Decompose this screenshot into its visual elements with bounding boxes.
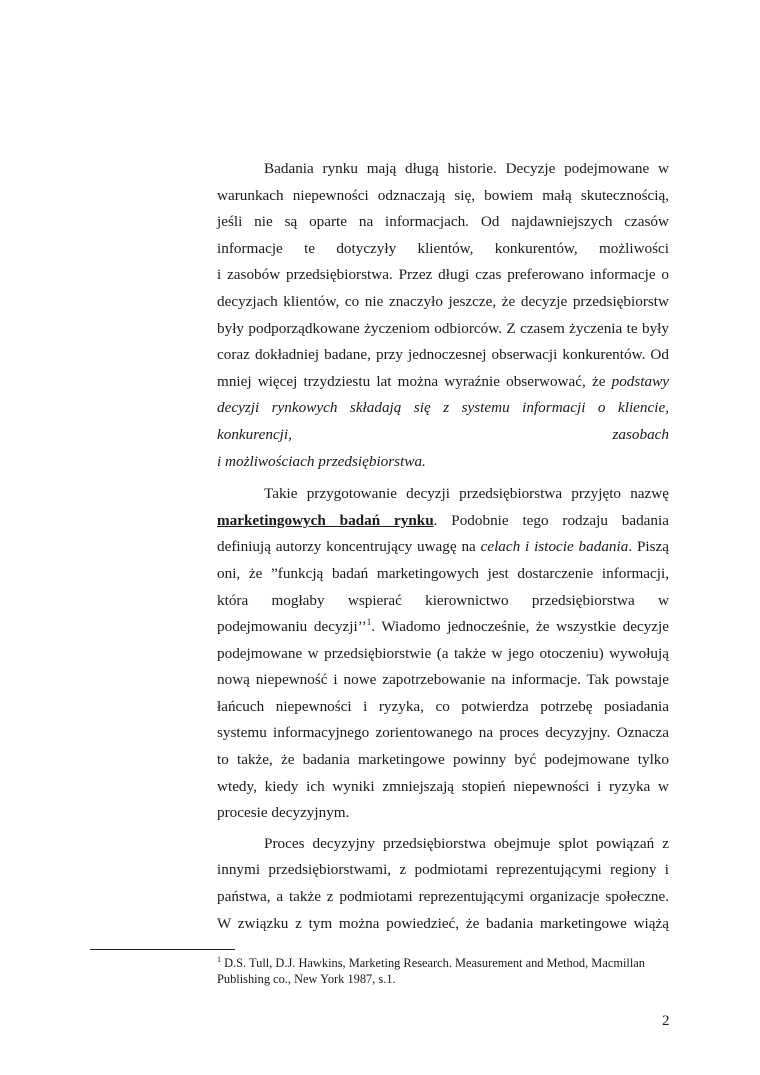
- p2-line: łańcuch niepewności i ryzyka, co potwierdza potrzebę posiadania: [217, 697, 669, 715]
- p2-line: wtedy, kiedy ich wyniki zmniejszają stopień niepewności i ryzyka w: [217, 777, 669, 795]
- paragraph-2: [217, 481, 669, 827]
- p2-italic: celach i istocie badania: [480, 538, 629, 556]
- p1-line: warunkach niepewności odznaczają się, bowiem małą skutecznością,: [217, 186, 669, 204]
- p1-line: decyzjach klientów, co nie znaczyło jeszcze, że decyzje przedsiębiorstw: [217, 292, 669, 310]
- term-highlight: marketingowych badań rynku: [217, 511, 434, 529]
- p3-line: W związku z tym można powiedzieć, że badania marketingowe wiążą: [217, 914, 669, 932]
- paragraph-1: [217, 156, 669, 475]
- p1-line: i możliwościach przedsiębiorstwa.: [217, 452, 426, 470]
- p2-text: . Podobnie tego rodzaju badania: [433, 511, 669, 529]
- p1-line: były podporządkowane życzeniom odbiorców. Z czasem życzenia te były: [217, 319, 669, 337]
- p1-text: mniej więcej trzydziestu lat można wyraźnie obserwować, że: [217, 372, 612, 390]
- p1-italic: podstawy: [611, 372, 669, 390]
- p2-text: . Wiadomo jednocześnie, że wszystkie decyzje: [371, 618, 669, 636]
- p2-text: definiują autorzy koncentrujący uwagę na: [217, 538, 481, 556]
- footnote-separator: [90, 949, 235, 950]
- p2-line: to także, że badania marketingowe powinny być podejmowane tylko: [217, 751, 669, 769]
- p3-line: Proces decyzyjny przedsiębiorstwa obejmuje splot powiązań z: [264, 834, 669, 852]
- p2-line: procesie decyzyjnym.: [217, 804, 350, 822]
- p3-line: państwa, a także z podmiotami reprezentującymi organizacje społeczne.: [217, 888, 669, 906]
- p1-line: coraz dokładniej badane, przy jednoczesnej obserwacji konkurentów. Od: [217, 346, 669, 364]
- footnote: [217, 955, 669, 987]
- p1-line: Badania rynku mają długą historie. Decyzje podejmowane w: [264, 160, 669, 177]
- p3-line: innymi przedsiębiorstwami, z podmiotami reprezentującymi regiony i: [217, 861, 669, 879]
- p2-text: . Piszą: [628, 538, 670, 556]
- p1-line: konkurencji, zasobach: [217, 425, 669, 443]
- p2-line: systemu informacyjnego zorientowanego na proces decyzyjny. Oznacza: [217, 724, 669, 742]
- p2-line: [217, 614, 669, 641]
- main-text: [217, 156, 669, 937]
- p1-line: [217, 369, 669, 396]
- p2-line: która mogłaby wspierać kierownictwo przedsiębiorstwa w: [217, 591, 669, 609]
- p1-line: informacje te dotyczyły klientów, konkurentów, możliwości: [217, 239, 669, 257]
- p2-line: [217, 534, 669, 561]
- p2-text: podejmowaniu decyzji’’: [217, 618, 367, 636]
- p1-line: i zasobów przedsiębiorstwa. Przez długi czas preferowano informacje o: [217, 266, 669, 284]
- page-number: 2: [662, 1013, 670, 1029]
- p2-line: [217, 508, 669, 535]
- p1-line: jeśli nie są oparte na informacjach. Od najdawniejszych czasów: [217, 213, 669, 231]
- footnote-ref[interactable]: 1: [366, 617, 372, 628]
- p2-line: oni, że ”funkcją badań marketingowych jest dostarczenie informacji,: [217, 564, 669, 582]
- paragraph-3: [217, 831, 669, 937]
- p2-line: nową niepewność i nowe zapotrzebowanie na informacje. Tak powstaje: [217, 671, 669, 689]
- p1-line: decyzji rynkowych składają się z systemu informacji o kliencie,: [217, 399, 669, 417]
- p2-line: Takie przygotowanie decyzji przedsiębiorstwa przyjęto nazwę: [264, 485, 669, 503]
- footnote-text: D.S. Tull, D.J. Hawkins, Marketing Research. Measurement and Method, Macmillan Publishing co., New York 1987, s.1.: [217, 956, 645, 986]
- p2-line: podejmowane w przedsiębiorstwie (a także w jego otoczeniu) wywołują: [217, 644, 669, 662]
- footnote-marker: 1: [217, 954, 221, 964]
